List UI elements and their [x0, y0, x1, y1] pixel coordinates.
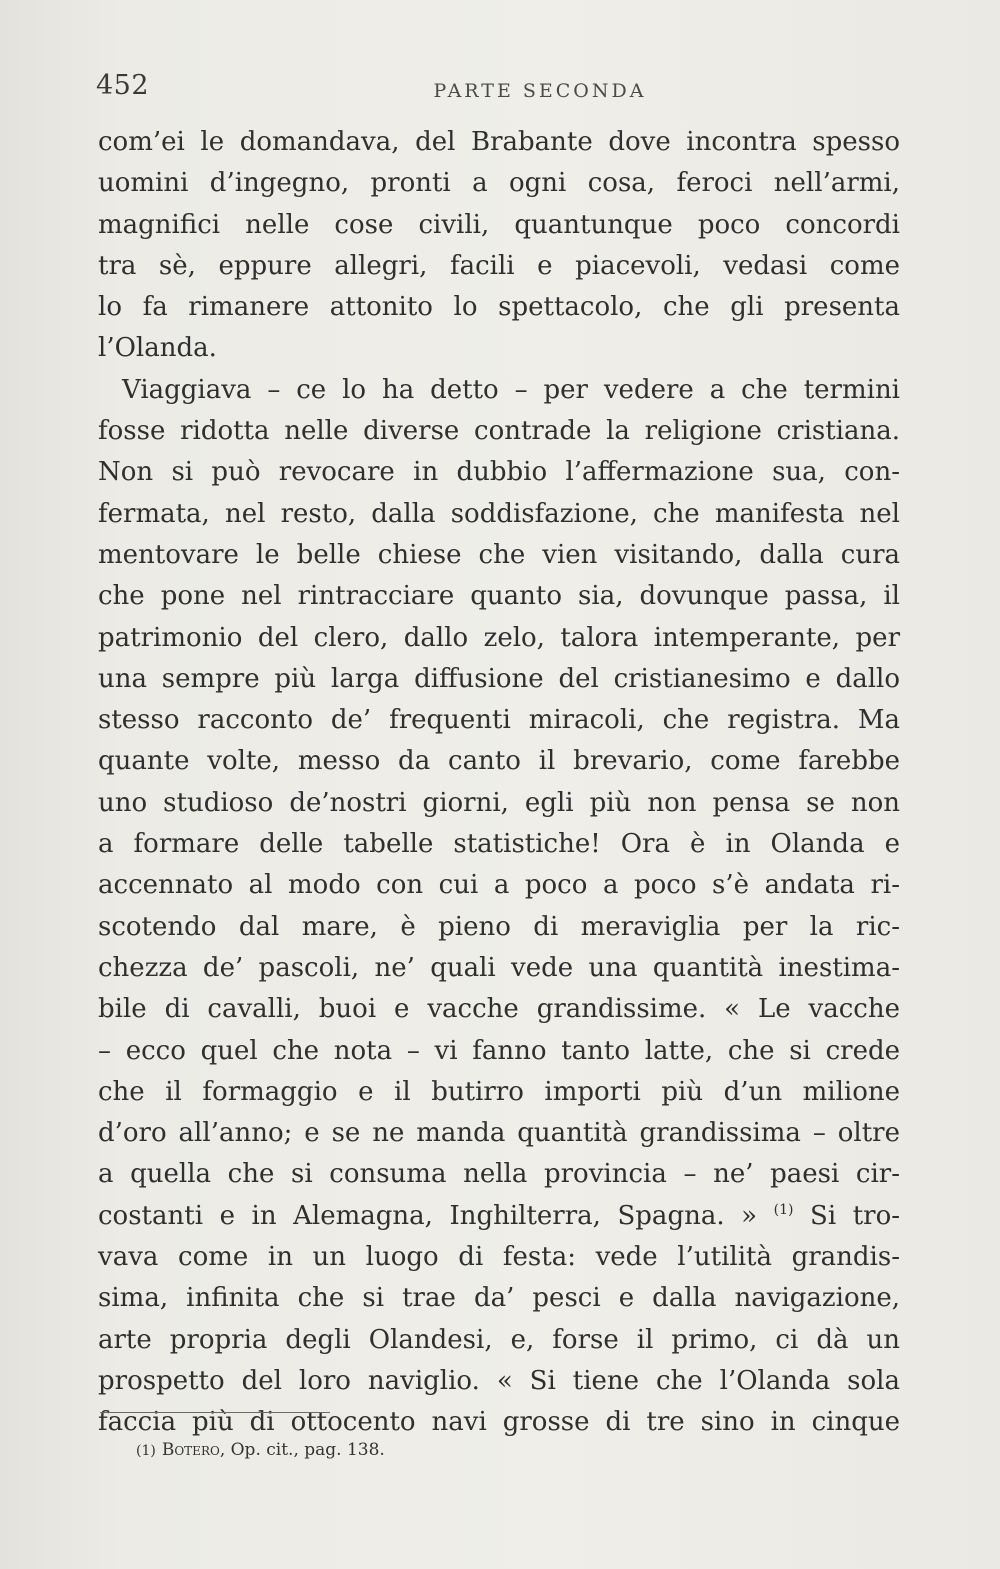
page-header	[96, 64, 904, 110]
page-number: 452	[96, 70, 150, 101]
text-line: che pone nel rintracciare quanto sia, dovunque passa, il	[98, 581, 900, 612]
text-line: – ecco quel che nota – vi fanno tanto latte, che si crede	[98, 1035, 900, 1066]
text-line: l’Olanda.	[98, 333, 217, 364]
text-line: arte propria degli Olandesi, e, forse il primo, ci dà un	[98, 1324, 900, 1355]
text-line: fermata, nel resto, dalla soddisfazione, che manifesta nel	[98, 498, 900, 529]
text-line: patrimonio del clero, dallo zelo, talora intemperante, per	[98, 622, 900, 653]
text-line: mentovare le belle chiese che vien visitando, dalla cura	[98, 539, 900, 570]
text-line: chezza de’ pascoli, ne’ quali vede una quantità inestima-	[98, 952, 900, 983]
text-line: accennato al modo con cui a poco a poco s’è andata ri-	[98, 870, 900, 901]
text-line-with-footnote-ref	[98, 1196, 900, 1237]
footnote-citation: , Op. cit., pag. 138.	[219, 1440, 385, 1460]
text-line: che il formaggio e il butirro importi più d’un milione	[98, 1076, 900, 1107]
body-text	[98, 122, 900, 1444]
text-segment: costanti e in Alemagna, Inghilterra, Spagna. »	[98, 1200, 758, 1231]
footnote-divider	[100, 1412, 330, 1413]
text-line: prospetto del loro naviglio. « Si tiene che l’Olanda sola	[98, 1365, 900, 1396]
text-line: uno studioso de’nostri giorni, egli più non pensa se non	[98, 787, 900, 818]
text-line: fosse ridotta nelle diverse contrade la religione cristiana.	[98, 416, 900, 447]
footnote	[136, 1440, 385, 1460]
text-line: sima, infinita che si trae da’ pesci e dalla navigazione,	[98, 1283, 900, 1314]
text-line: uomini d’ingegno, pronti a ogni cosa, feroci nell’armi,	[98, 168, 900, 199]
text-segment: Si tro-	[793, 1200, 901, 1231]
text-line: Non si può revocare in dubbio l’affermazione sua, con-	[98, 457, 900, 488]
text-line: una sempre più larga diffusione del cristianesimo e dallo	[98, 663, 900, 694]
footnote-reference[interactable]: (1)	[773, 1201, 794, 1218]
text-line: a formare delle tabelle statistiche! Ora è in Olanda e	[98, 829, 900, 860]
text-line: Viaggiava – ce lo ha detto – per vedere a che termini	[122, 374, 900, 405]
footnote-mark: (1)	[136, 1443, 156, 1459]
text-line: tra sè, eppure allegri, facili e piacevoli, vedasi come	[98, 250, 900, 281]
text-line: d’oro all’anno; e se ne manda quantità grandissima – oltre	[98, 1118, 900, 1149]
text-line: scotendo dal mare, è pieno di meraviglia per la ric-	[98, 911, 900, 942]
footnote-author: Botero	[161, 1440, 220, 1460]
text-line: magnifici nelle cose civili, quantunque poco concordi	[98, 209, 900, 240]
text-line: vava come in un luogo di festa: vede l’utilità grandis-	[98, 1242, 900, 1273]
text-line: quante volte, messo da canto il brevario, come farebbe	[98, 746, 900, 777]
text-line: com’ei le domandava, del Brabante dove incontra spesso	[98, 127, 900, 157]
text-line: a quella che si consuma nella provincia – ne’ paesi cir-	[98, 1159, 900, 1190]
text-line: bile di cavalli, buoi e vacche grandissime. « Le vacche	[98, 994, 900, 1025]
text-line: stesso racconto de’ frequenti miracoli, che registra. Ma	[98, 705, 900, 736]
running-head: PARTE SECONDA	[433, 80, 647, 102]
text-line: lo fa rimanere attonito lo spettacolo, che gli presenta	[98, 292, 900, 323]
text-line: faccia più di ottocento navi grosse di tre sino in cinque	[98, 1407, 900, 1438]
